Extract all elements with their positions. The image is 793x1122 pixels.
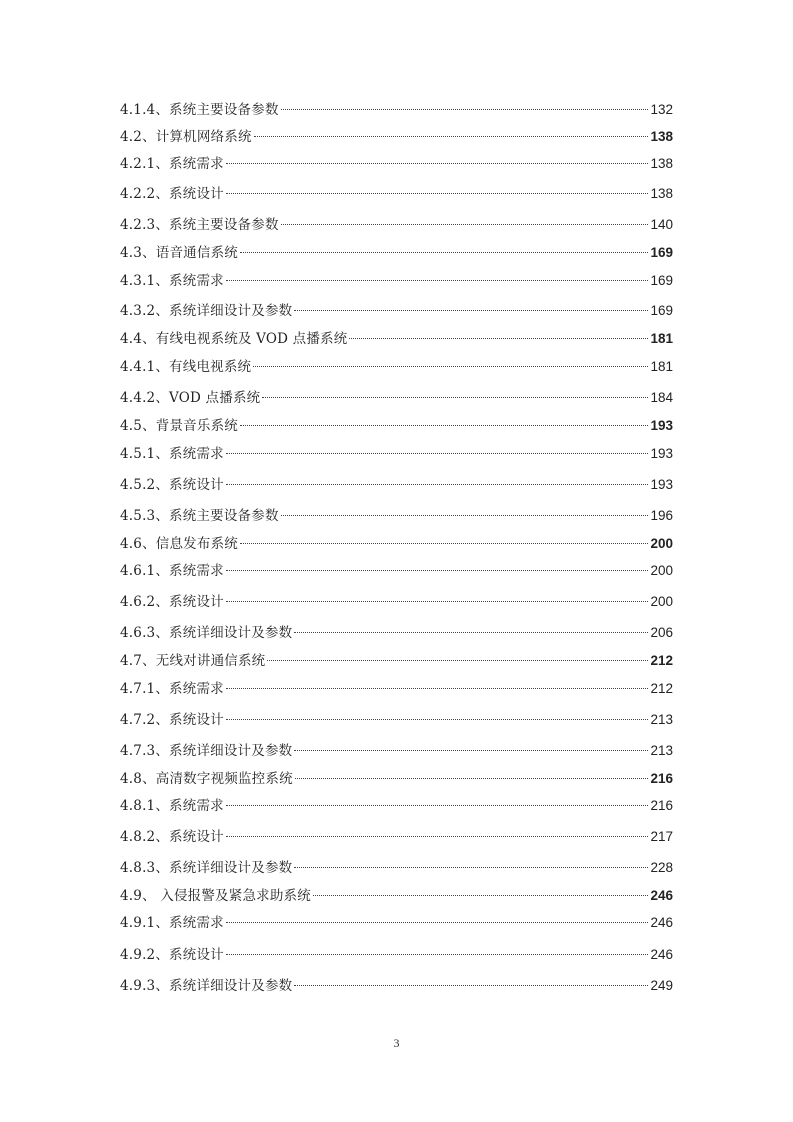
- toc-entry-title: 4.7、无线对讲通信系统: [120, 653, 266, 669]
- toc-entry-page-number: 212: [650, 653, 673, 668]
- dot-leader: [226, 719, 649, 720]
- toc-entry-page-number: 184: [650, 390, 673, 405]
- dot-leader: [226, 836, 649, 837]
- toc-entry[interactable]: [120, 415, 673, 437]
- toc-entry-title: 4.9.3、系统详细设计及参数: [120, 978, 293, 994]
- toc-entry[interactable]: [120, 242, 673, 264]
- toc-entry-title: 4.5.3、系统主要设备参数: [120, 508, 279, 524]
- toc-entry-title: 4.2.1、系统需求: [120, 156, 224, 172]
- toc-entry-title: 4.6.3、系统详细设计及参数: [120, 625, 293, 641]
- toc-entry-title: 4.3.1、系统需求: [120, 273, 224, 289]
- toc-entry-page-number: 216: [650, 771, 673, 786]
- dot-leader: [226, 601, 649, 602]
- dot-leader: [240, 543, 648, 544]
- dot-leader: [281, 515, 649, 516]
- dot-leader: [294, 632, 648, 633]
- toc-entry[interactable]: [120, 622, 673, 644]
- dot-leader: [226, 570, 649, 571]
- toc-entry[interactable]: [120, 795, 673, 817]
- toc-entry[interactable]: [120, 443, 673, 465]
- toc-entry-page-number: 138: [650, 156, 673, 171]
- toc-entry[interactable]: [120, 678, 673, 700]
- dot-leader: [349, 338, 648, 339]
- toc-entry[interactable]: [120, 474, 673, 496]
- toc-entry-page-number: 138: [650, 129, 673, 144]
- toc-entry-page-number: 216: [650, 798, 673, 813]
- toc-entry[interactable]: [120, 153, 673, 175]
- dot-leader: [313, 895, 649, 896]
- toc-entry[interactable]: [120, 533, 673, 555]
- dot-leader: [281, 109, 649, 110]
- toc-entry-page-number: 193: [650, 477, 673, 492]
- toc-entry[interactable]: [120, 99, 673, 121]
- toc-entry-page-number: 193: [650, 418, 673, 433]
- toc-entry-page-number: 181: [650, 331, 673, 346]
- dot-leader: [226, 922, 649, 923]
- toc-entry[interactable]: [120, 300, 673, 322]
- toc-entry-title: 4.7.3、系统详细设计及参数: [120, 743, 293, 759]
- toc-entry-page-number: 213: [650, 743, 673, 758]
- toc-entry-title: 4.4.1、有线电视系统: [120, 359, 252, 375]
- toc-entry-page-number: 213: [650, 712, 673, 727]
- toc-entry-title: 4.9、 入侵报警及紧急求助系统: [120, 888, 311, 904]
- toc-entry[interactable]: [120, 214, 673, 236]
- toc-entry-page-number: 200: [650, 594, 673, 609]
- dot-leader: [267, 660, 648, 661]
- toc-entry[interactable]: [120, 270, 673, 292]
- toc-entry-title: 4.5.2、系统设计: [120, 477, 224, 493]
- toc-entry-page-number: 132: [650, 102, 673, 117]
- toc-entry-title: 4.7.2、系统设计: [120, 712, 224, 728]
- toc-entry-page-number: 246: [650, 947, 673, 962]
- toc-entry-title: 4.8.3、系统详细设计及参数: [120, 860, 293, 876]
- dot-leader: [240, 425, 648, 426]
- toc-entry[interactable]: [120, 650, 673, 672]
- toc-entry-title: 4.6.2、系统设计: [120, 594, 224, 610]
- toc-entry[interactable]: [120, 328, 673, 350]
- dot-leader: [294, 867, 648, 868]
- toc-entry-title: 4.9.2、系统设计: [120, 947, 224, 963]
- dot-leader: [253, 366, 648, 367]
- dot-leader: [226, 954, 649, 955]
- toc-entry-page-number: 246: [650, 915, 673, 930]
- toc-entry-title: 4.5、背景音乐系统: [120, 418, 238, 434]
- toc-entry[interactable]: [120, 356, 673, 378]
- dot-leader: [226, 280, 649, 281]
- dot-leader: [240, 252, 648, 253]
- toc-entry-title: 4.6.1、系统需求: [120, 563, 224, 579]
- toc-entry-title: 4.8.2、系统设计: [120, 829, 224, 845]
- dot-leader: [262, 397, 648, 398]
- toc-entry-page-number: 200: [650, 563, 673, 578]
- toc-entry[interactable]: [120, 912, 673, 934]
- toc-entry-title: 4.8.1、系统需求: [120, 798, 224, 814]
- toc-entry[interactable]: [120, 126, 673, 148]
- toc-entry-page-number: 140: [650, 217, 673, 232]
- toc-entry-page-number: 196: [650, 508, 673, 523]
- toc-entry[interactable]: [120, 183, 673, 205]
- toc-entry-title: 4.2.3、系统主要设备参数: [120, 217, 279, 233]
- toc-entry-title: 4.3、语音通信系统: [120, 245, 238, 261]
- toc-entry-page-number: 246: [650, 888, 673, 903]
- toc-entry-title: 4.2、计算机网络系统: [120, 129, 252, 145]
- toc-entry[interactable]: [120, 768, 673, 790]
- dot-leader: [226, 163, 649, 164]
- toc-entry-page-number: 181: [650, 359, 673, 374]
- toc-entry-title: 4.8、高清数字视频监控系统: [120, 771, 293, 787]
- toc-entry-title: 4.4、有线电视系统及 VOD 点播系统: [120, 331, 348, 347]
- toc-entry[interactable]: [120, 505, 673, 527]
- dot-leader: [294, 985, 648, 986]
- toc-entry-page-number: 169: [650, 303, 673, 318]
- dot-leader: [294, 750, 648, 751]
- toc-entry-page-number: 193: [650, 446, 673, 461]
- toc-entry[interactable]: [120, 975, 673, 997]
- toc-entry[interactable]: [120, 560, 673, 582]
- toc-entry-title: 4.5.1、系统需求: [120, 446, 224, 462]
- toc-entry-page-number: 169: [650, 273, 673, 288]
- toc-entry-page-number: 217: [650, 829, 673, 844]
- toc-entry-title: 4.4.2、VOD 点播系统: [120, 390, 261, 406]
- toc-entry[interactable]: [120, 387, 673, 409]
- toc-entry-title: 4.7.1、系统需求: [120, 681, 224, 697]
- dot-leader: [294, 310, 648, 311]
- toc-entry-title: 4.9.1、系统需求: [120, 915, 224, 931]
- dot-leader: [226, 193, 649, 194]
- toc-entry[interactable]: [120, 857, 673, 879]
- toc-entry[interactable]: [120, 740, 673, 762]
- dot-leader: [226, 453, 649, 454]
- toc-entry[interactable]: [120, 709, 673, 731]
- dot-leader: [226, 688, 649, 689]
- toc-entry-title: 4.1.4、系统主要设备参数: [120, 102, 279, 118]
- toc-entry-title: 4.6、信息发布系统: [120, 536, 238, 552]
- toc-entry-page-number: 169: [650, 245, 673, 260]
- toc-entry-title: 4.3.2、系统详细设计及参数: [120, 303, 293, 319]
- dot-leader: [295, 778, 649, 779]
- page-number: 3: [393, 1036, 400, 1050]
- dot-leader: [281, 224, 649, 225]
- toc-entry-page-number: 228: [650, 860, 673, 875]
- toc-entry[interactable]: [120, 591, 673, 613]
- dot-leader: [254, 136, 649, 137]
- dot-leader: [226, 484, 649, 485]
- toc-entry-page-number: 206: [650, 625, 673, 640]
- toc-entry-page-number: 249: [650, 978, 673, 993]
- toc-entry[interactable]: [120, 885, 673, 907]
- dot-leader: [226, 805, 649, 806]
- toc-entry-page-number: 138: [650, 186, 673, 201]
- toc-entry-title: 4.2.2、系统设计: [120, 186, 224, 202]
- toc-entry-page-number: 200: [650, 536, 673, 551]
- toc-entry[interactable]: [120, 826, 673, 848]
- toc-entry-page-number: 212: [650, 681, 673, 696]
- toc-entry[interactable]: [120, 944, 673, 966]
